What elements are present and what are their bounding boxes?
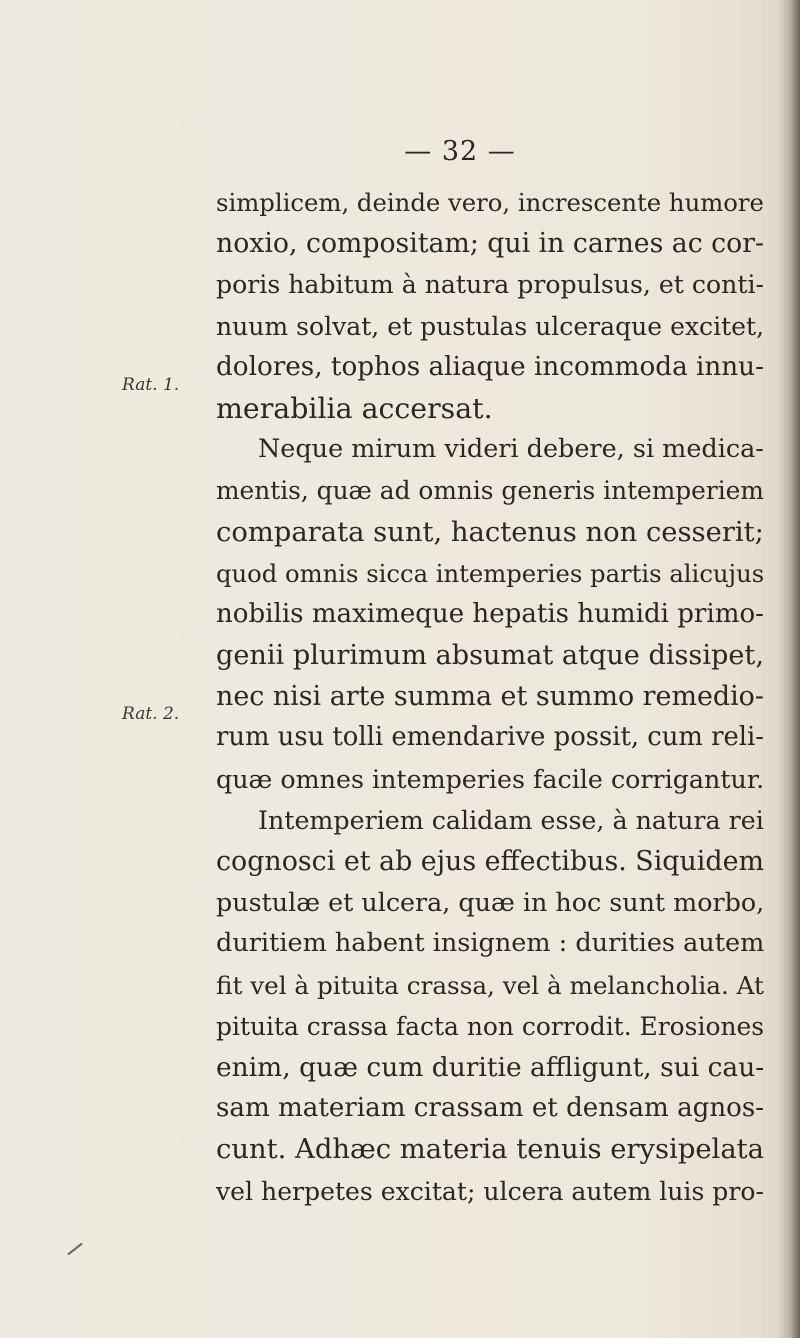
text-line: Intemperiem calidam esse, à natura rei	[258, 805, 764, 835]
text-line: comparata sunt, hactenus non cesserit;	[216, 516, 764, 548]
text-line: pustulæ et ulcera, quæ in hoc sunt morbo,	[216, 887, 765, 918]
stray-pencil-mark	[67, 1243, 82, 1256]
margin-note-1: Rat. 1.	[122, 375, 180, 395]
text-line: quod omnis sicca intemperies partis alicujus	[216, 558, 765, 588]
text-line: quæ omnes intemperies facile corrigantur.	[216, 763, 765, 794]
text-line: duritiem habent insignem : durities autem	[216, 928, 765, 959]
body-text	[216, 182, 764, 1212]
text-line: mentis, quæ ad omnis generis intemperiem	[216, 476, 764, 506]
text-line: sam materiam crassam et densam agnos-	[216, 1093, 765, 1124]
text-line: vel herpetes excitat; ulcera autem luis pro-	[216, 1176, 764, 1206]
text-line: cognosci et ab ejus effectibus. Siquidem	[216, 846, 764, 877]
text-line: noxio, compositam; qui in carnes ac cor-	[216, 228, 765, 260]
text-line: rum usu tolli emendarive possit, cum reli-	[216, 722, 764, 753]
text-line: nobilis maximeque hepatis humidi primo-	[216, 598, 764, 629]
text-line: fit vel à pituita crassa, vel à melancholia. At	[216, 970, 764, 1000]
margin-note-2: Rat. 2.	[122, 704, 180, 724]
text-line: cunt. Adhæc materia tenuis erysipelata	[216, 1134, 764, 1166]
text-line: nuum solvat, et pustulas ulceraque excitet,	[216, 311, 765, 341]
text-line: pituita crassa facta non corrodit. Erosiones	[216, 1011, 765, 1041]
page-number: — 32 —	[404, 136, 516, 167]
text-line: poris habitum à natura propulsus, et conti-	[216, 270, 764, 300]
page-edge-shadow	[778, 0, 800, 1338]
text-line: Neque mirum videri debere, si medica-	[258, 434, 764, 465]
text-line: merabilia accersat.	[216, 391, 493, 425]
text-line: genii plurimum absumat atque dissipet,	[216, 640, 764, 672]
text-line: enim, quæ cum duritie affligunt, sui cau-	[216, 1051, 765, 1083]
text-line: nec nisi arte summa et summo remedio-	[216, 681, 764, 713]
text-line: dolores, tophos aliaque incommoda innu-	[216, 351, 764, 382]
text-line: simplicem, deinde vero, increscente humore	[216, 188, 764, 217]
